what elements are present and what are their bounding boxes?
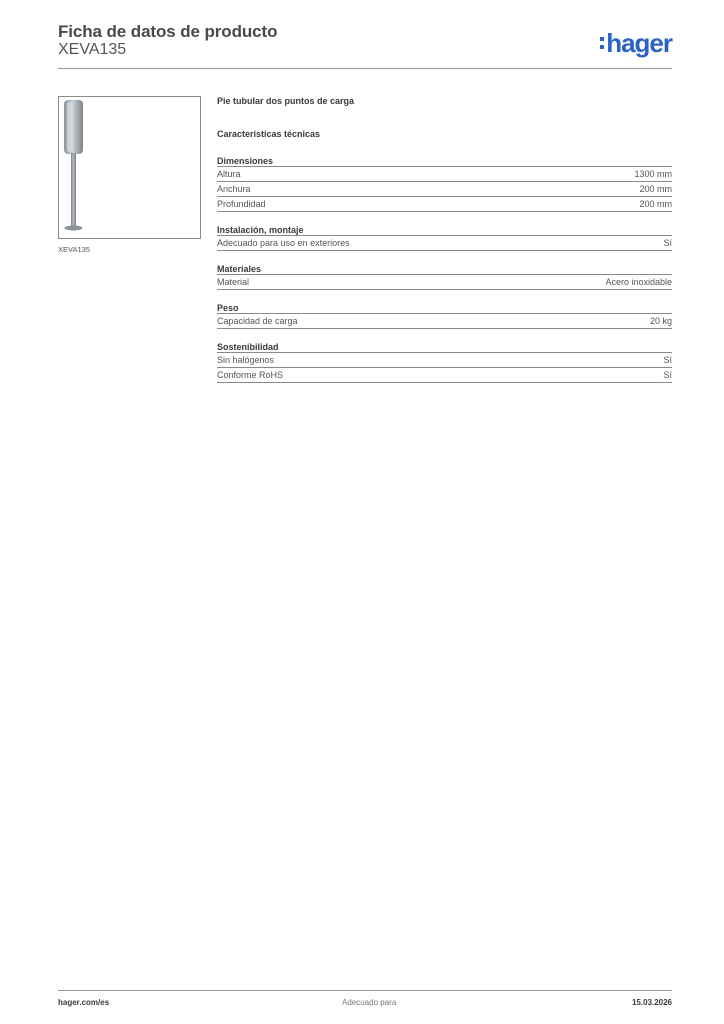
section-title: Materiales xyxy=(217,263,672,275)
spec-label: Conforme RoHS xyxy=(217,370,284,380)
image-caption: XEVA135 xyxy=(58,245,90,254)
spec-label: Profundidad xyxy=(217,199,266,209)
spec-row xyxy=(217,353,672,368)
section-installation xyxy=(217,224,672,251)
section-title: Dimensiones xyxy=(217,155,672,167)
product-details xyxy=(217,96,672,395)
spec-row xyxy=(217,197,672,212)
spec-value: Sí xyxy=(663,370,672,380)
spec-row xyxy=(217,182,672,197)
footer-date: 15.03.2026 xyxy=(631,998,672,1007)
section-dimensions xyxy=(217,155,672,212)
document-footer xyxy=(58,990,672,1007)
spec-value: 20 kg xyxy=(649,316,672,326)
footer-website-link[interactable]: hager.com/es xyxy=(58,998,110,1007)
footer-divider xyxy=(58,990,672,991)
document-header xyxy=(58,20,672,68)
product-image xyxy=(58,96,201,239)
spec-label: Capacidad de carga xyxy=(217,316,298,326)
spec-value: 200 mm xyxy=(639,199,672,209)
spec-value: Sí xyxy=(663,355,672,365)
spec-value: Acero inoxidable xyxy=(605,277,672,287)
section-materials xyxy=(217,263,672,290)
spec-label: Material xyxy=(217,277,250,287)
section-title: Instalación, montaje xyxy=(217,224,672,236)
hager-logo xyxy=(600,28,672,58)
section-weight xyxy=(217,302,672,329)
spec-label: Altura xyxy=(217,169,241,179)
spec-label: Adecuado para uso en exteriores xyxy=(217,238,350,248)
section-title: Sostenibilidad xyxy=(217,341,672,353)
product-code: XEVA135 xyxy=(58,41,127,58)
spec-label: Anchura xyxy=(217,184,251,194)
spec-row xyxy=(217,167,672,182)
spec-value: 200 mm xyxy=(639,184,672,194)
spec-row xyxy=(217,368,672,383)
section-title: Peso xyxy=(217,302,672,314)
header-divider xyxy=(58,68,672,69)
document-title: Ficha de datos de producto xyxy=(58,22,278,41)
spec-label: Sin halógenos xyxy=(217,355,275,365)
logo-text: hager xyxy=(606,28,672,58)
charging-post-icon xyxy=(59,97,200,238)
logo-dots-icon xyxy=(600,37,604,49)
technical-features-title: Características técnicas xyxy=(217,129,321,139)
product-description: Pie tubular dos puntos de carga xyxy=(217,96,355,106)
spec-value: 1300 mm xyxy=(634,169,672,179)
spec-row xyxy=(217,236,672,251)
spec-row xyxy=(217,314,672,329)
spec-row xyxy=(217,275,672,290)
spec-value: Sí xyxy=(663,238,672,248)
section-sustainability xyxy=(217,341,672,383)
footer-note: Adecuado para xyxy=(342,998,397,1007)
